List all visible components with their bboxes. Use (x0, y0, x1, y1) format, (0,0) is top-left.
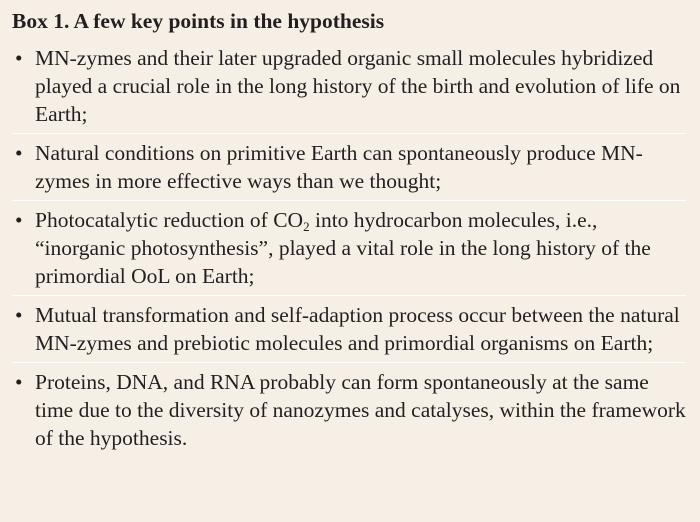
list-item (12, 201, 686, 296)
point-text (35, 208, 651, 288)
point-text: Proteins, DNA, and RNA probably can form spontaneously at the same time due to the diversity of nanozymes and catalyses, within the framework of the hypothesis. (35, 370, 686, 450)
co2-subscript: 2 (303, 219, 310, 234)
list-item (12, 134, 686, 201)
bullet-icon: • (15, 141, 23, 165)
key-points-list (12, 39, 686, 457)
point-text-after: into hydrocarbon molecules, i.e., “inorganic photosynthesis”, played a vital role in the long history of the primordial OoL on Earth; (35, 208, 651, 288)
bullet-icon: • (15, 370, 23, 394)
list-item (12, 363, 686, 457)
point-text: Natural conditions on primitive Earth can spontaneously produce MN-zymes in more effective ways than we thought; (35, 141, 643, 193)
list-item (12, 39, 686, 134)
box-title: Box 1. A few key points in the hypothesis (12, 9, 385, 33)
point-text: MN-zymes and their later upgraded organic small molecules hybridized played a crucial role in the long history of the birth and evolution of life on Earth; (35, 46, 681, 126)
bullet-icon: • (15, 303, 23, 327)
bullet-icon: • (15, 208, 23, 232)
list-item (12, 296, 686, 363)
bullet-icon: • (15, 46, 23, 70)
point-text: Mutual transformation and self-adaption process occur between the natural MN-zymes and prebiotic molecules and primordial organisms on Earth; (35, 303, 680, 355)
point-text-before: Photocatalytic reduction of CO (35, 208, 304, 232)
